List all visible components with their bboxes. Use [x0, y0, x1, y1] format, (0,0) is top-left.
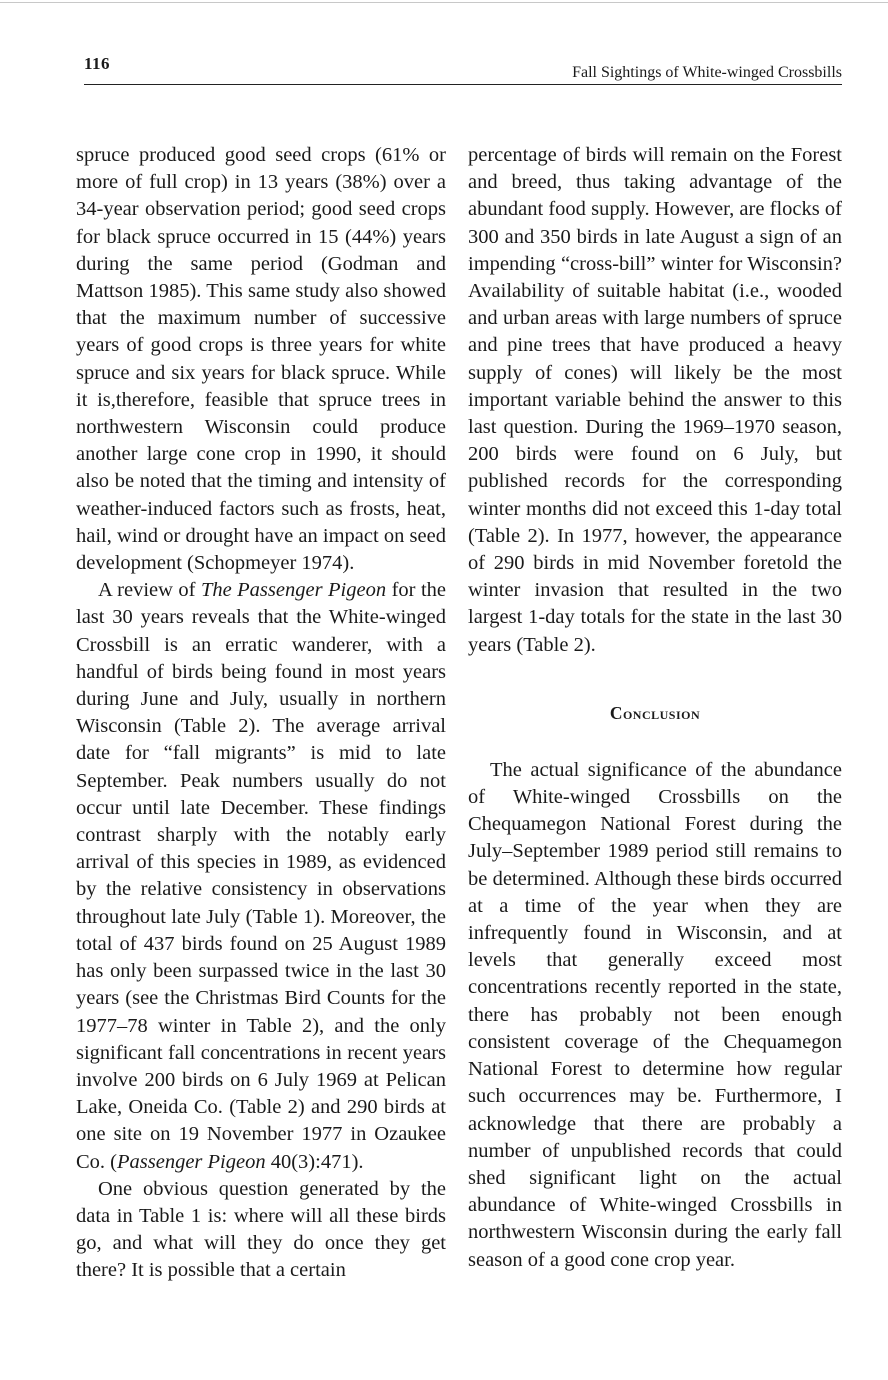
p2-text-start: A review of	[98, 579, 201, 602]
right-paragraph-2: The actual significance of the abundance of White-winged Crossbills on the Chequamegon National Forest during the July–September 1989 period still remains to be determined. Although these birds occurred at a time of the year when they are infrequently found in Wisconsin, and at levels that generally exceed most concentrations recently reported in the state, there has probably not been enough consistent coverage of the Chequamegon National Forest to determine how regular such occurrences may be. Furthermore, I acknowledge that there are probably a number of unpublished records that could shed significant light on the actual abundance of White-winged Crossbills in northwestern Wisconsin during the early fall season of a good cone crop year.	[468, 758, 842, 1271]
left-paragraph-1: spruce produced good seed crops (61% or more of full crop) in 13 years (38%) over a 34-year observation period; good seed crops for black spruce occurred in 15 (44%) years during the same period (Godman and Mattson 1985). This same study also showed that the maximum number of successive years of good crops is three years for white spruce and six years for black spruce. While it is,therefore, feasible that spruce trees in northwestern Wisconsin could produce another large cone crop in 1990, it should also be noted that the timing and intensity of weather-induced factors such as frosts, heat, hail, wind or drought have an impact on seed development (Schopmeyer 1974).	[76, 144, 446, 575]
p2-journal-title: The Passenger Pigeon	[200, 579, 387, 602]
running-title: Fall Sightings of White-winged Crossbills	[572, 64, 842, 81]
page-header	[84, 52, 842, 85]
page-number: 116	[84, 54, 111, 73]
p2-text-rest: for the last 30 years reveals that the White-winged Crossbill is an erratic wanderer, with a handful of birds being found in most years during June and July, usually in northern Wisconsin (Table 2). The average arrival date for “fall migrants” is mid to late September. Peak numbers usually do not occur until late December. These findings contrast sharply with the notably early arrival of this species in 1989, as evidenced by the relative consistency in observations throughout late July (Table 1). Moreover, the total of 437 birds found on 25 August 1989 has only been surpassed twice in the last 30 years (see the Christmas Bird Counts for the 1977–78 winter in Table 2), and the only significant fall concentrations in recent years involve 200 birds on 6 July 1969 at Pelican Lake, Oneida Co. (Table 2) and 290 birds at one site on 19 November 1977 in Ozaukee Co. (	[76, 579, 446, 1173]
left-paragraph-3: One obvious question generated by the data in Table 1 is: where will all these birds go, and what will they do once they get there? It is possible that a certain	[76, 1177, 446, 1282]
p2-citation-end: 40(3):471).	[265, 1150, 364, 1173]
right-column	[468, 142, 842, 1274]
p2-citation-journal: Passenger Pigeon	[117, 1150, 266, 1173]
section-heading-conclusion: Conclusion	[609, 702, 701, 723]
right-paragraph-1: percentage of birds will remain on the Forest and breed, thus taking advantage of the abundant food supply. However, are flocks of 300 and 350 birds in late August a sign of an impending “cross-bill” winter for Wisconsin? Availability of suitable habitat (i.e., wooded and urban areas with large numbers of spruce and pine trees that have produced a heavy supply of cones) will likely be the most important variable behind the answer to this last question. During the 1969–1970 season, 200 birds were found on 6 July, but published records for the corresponding winter months did not exceed this 1-day total (Table 2). In 1977, however, the appearance of 290 birds in mid November foretold the winter invasion that resulted in the two largest 1-day totals for the state in the last 30 years (Table 2).	[468, 144, 842, 656]
left-paragraph-2	[76, 577, 446, 1175]
top-edge-rule	[0, 2, 888, 3]
left-column	[76, 142, 446, 1285]
